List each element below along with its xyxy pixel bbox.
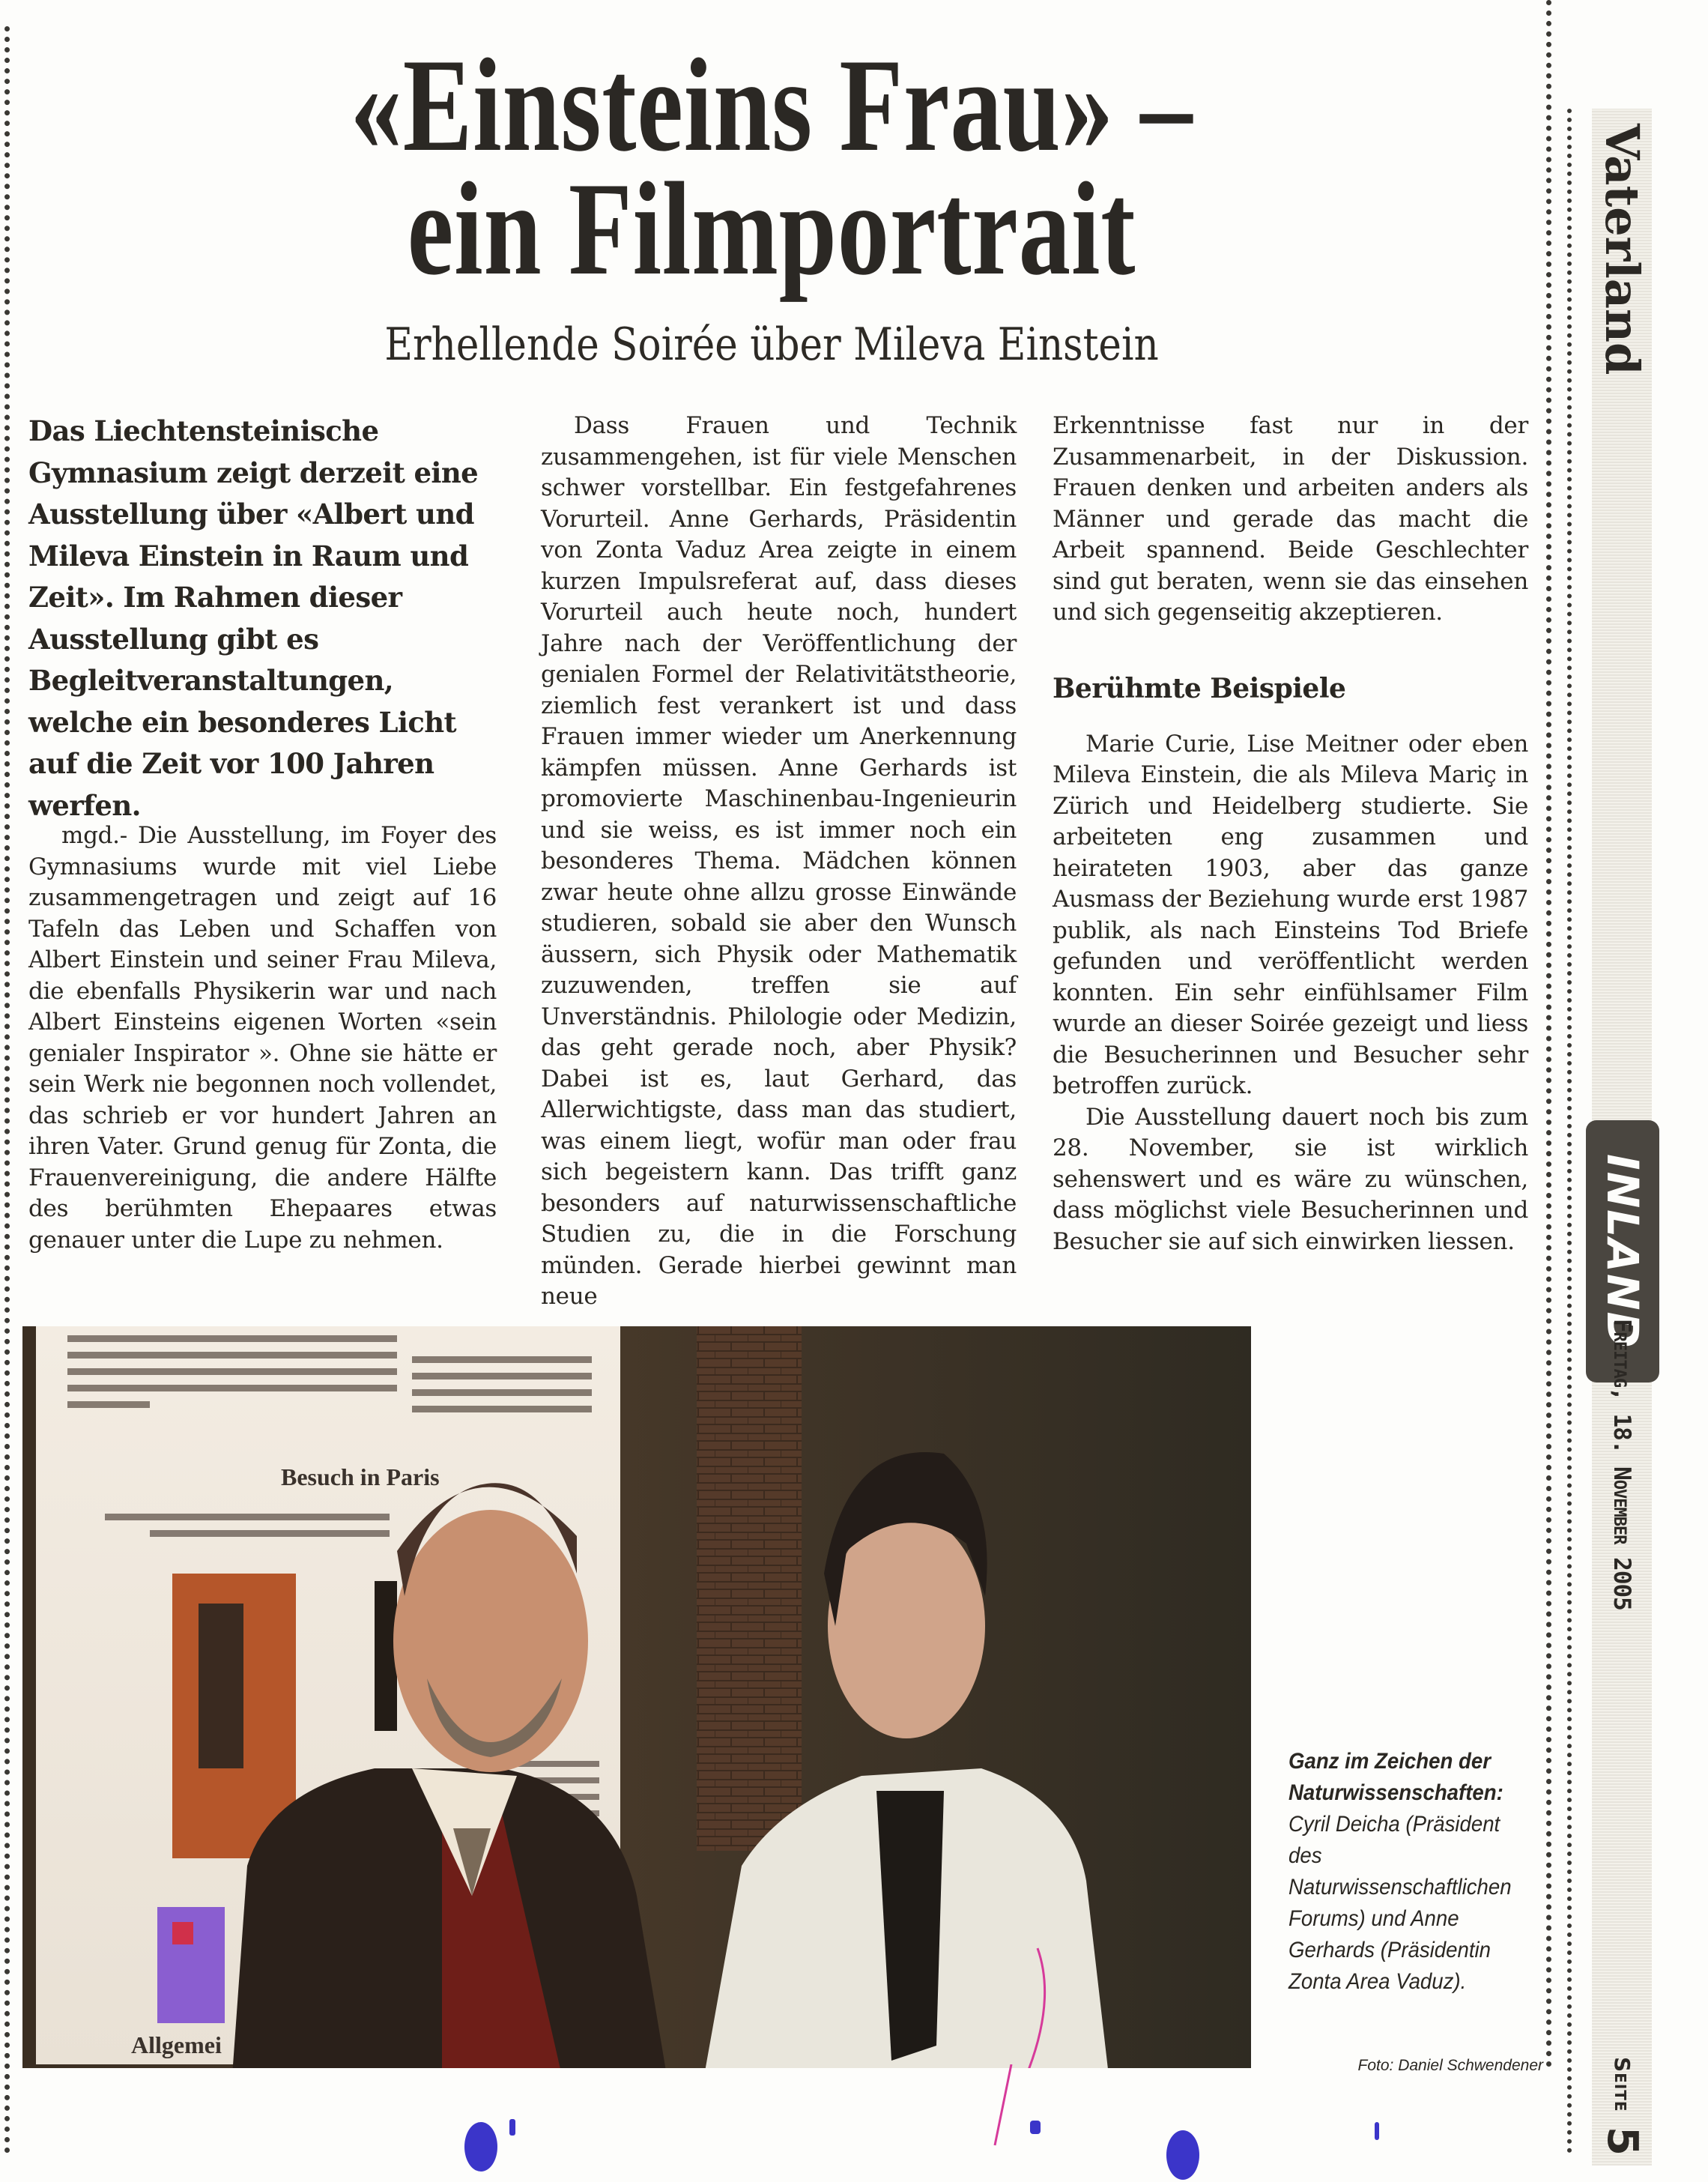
masthead-rule — [1567, 109, 1572, 2154]
left-column-rule — [4, 26, 10, 2154]
page-label: Seite — [1610, 2057, 1635, 2112]
photo-caption — [1288, 1746, 1516, 1998]
headline-line-2: ein Filmportrait — [407, 154, 1136, 303]
poster-heading: Besuch in Paris — [281, 1463, 440, 1490]
body-column-3 — [1053, 411, 1528, 1257]
headline-line-1: «Einsteins Frau» – — [350, 31, 1193, 179]
section-subheading: Berühmte Beispiele — [1053, 672, 1346, 704]
subheadline: Erhellende Soirée über Mileva Einstein — [384, 318, 1159, 371]
pink-marker-stroke — [989, 2064, 1019, 2147]
body-column-1 — [28, 820, 497, 1256]
body-paragraph: Marie Curie, Lise Meitner oder eben Mileva Einstein, die als Mileva Mariç in Zürich und Heidelberg studierte. Sie arbeiteten eng zusammen und heirateten 1903, aber das ganze Ausmass der Beziehung wurde erst 1987 publik, als nach Einsteins Tod Briefe gefunden und veröffentlicht werden konnten. Ein sehr einfühlsamer Film wurde an dieser Soirée gezeigt und liess die Besucherinnen und Besucher sehr betroffen zurück. — [1053, 730, 1528, 1099]
article-right-rule — [1546, 0, 1551, 2068]
blue-marker-dot — [464, 2122, 497, 2172]
photo-credit: Foto: Daniel Schwendener — [1357, 2057, 1543, 2074]
body-paragraph: Dass Frauen und Technik zusammengehen, ist für viele Menschen schwer vorstellbar. Ein festgefahrenes Vorurteil. Anne Gerhards, Präsidentin von Zonta Vaduz Area zeigte in einem kurzen Impulsreferat auf, dass dieses Vorurteil auch heute noch, hundert Jahre nach der Veröffentlichung der genialen Formel der Relativitätstheorie, ziemlich fest verankert ist und dass Frauen immer wieder um Anerkennung kämpfen müssen. Anne Gerhards ist promovierte Maschinenbau-Ingenieurin und sie weiss, es ist immer noch ein besonderes Thema. Mädchen können zwar heute ohne allzu grosse Einwände studieren, sobald sie aber den Wunsch äussern, sich Physik oder Mathematik zuzuwenden, treffen sie auf Unverständnis. Philologie oder Medizin, das geht gerade noch, aber Physik? Dabei ist es, laut Gerhard, das Allerwichtigste, dass man das studiert, was einem liegt, wofür man oder frau sich begeistern kann. Das trifft ganz besonders auf naturwissenschaftliche Studien zu, die in die Forschung münden. Gerade hierbei gewinnt man neue — [541, 412, 1017, 1310]
blue-marker-fleck — [1030, 2121, 1041, 2134]
body-paragraph: mgd.- Die Ausstellung, im Foyer des Gymnasiums wurde mit viel Liebe zusammengetragen und zeigt auf 16 Tafeln das Leben und Schaffen von Albert Einstein und seiner Frau Mileva, die ebenfalls Physikerin war und nach Albert Einsteins eigenen Worten «sein genialer Inspirator ». Ohne sie hätte er sein Werk nie begonnen noch vollendet, das schrieb er vor hundert Jahren an ihren Vater. Grund genug für Zonta, die Frauenvereinigung, die andere Hälfte des berühmten Ehepaares etwas genauer unter die Lupe zu nehmen. — [28, 822, 497, 1254]
brick-wall — [697, 1326, 802, 1851]
blue-marker-fleck — [509, 2119, 515, 2136]
page-number: 5 — [1598, 2127, 1647, 2156]
body-column-2 — [541, 411, 1017, 1313]
photo-illustration — [22, 1326, 1251, 2068]
section-label: INLAND — [1597, 1153, 1648, 1350]
issue-date: Freitag, 18. November 2005 — [1608, 1319, 1635, 1610]
newspaper-name: Vaterland — [1595, 124, 1650, 375]
caption-text: Cyril Deicha (Präsident des Naturwissenschaftlichen Forums) und Anne Gerhards (Präsidentin Zonta Area Vaduz). — [1288, 1812, 1512, 1994]
blue-marker-fleck — [1375, 2122, 1379, 2140]
news-photo — [22, 1326, 1251, 2068]
poster-heading: Allgemei — [131, 2031, 222, 2058]
caption-lead: Ganz im Zeichen der Naturwissenschaften: — [1288, 1749, 1503, 1805]
body-paragraph: Erkenntnisse fast nur in der Zusammenarbeit, in der Diskussion. Frauen denken und arbeiten anders als Männer und gerade das macht die Arbeit spannend. Beide Geschlechter sind gut beraten, wenn sie das einsehen und sich gegenseitig akzeptieren. — [1053, 412, 1528, 626]
lead-paragraph: Das Liechtensteinische Gymnasium zeigt derzeit eine Ausstellung über «Albert und Mileva Einstein in Raum und Zeit». Im Rahmen dieser Ausstellung gibt es Begleitveranstaltungen, welche ein besonderes Licht auf die Zeit vor 100 Jahren werfen. — [28, 414, 479, 822]
body-paragraph: Die Ausstellung dauert noch bis zum 28. November, sie ist wirklich sehenswert und es wäre zu wünschen, dass möglichst viele Besucherinnen und Besucher sie auf sich einwirken liessen. — [1053, 1103, 1528, 1255]
blue-marker-dot — [1166, 2130, 1199, 2180]
